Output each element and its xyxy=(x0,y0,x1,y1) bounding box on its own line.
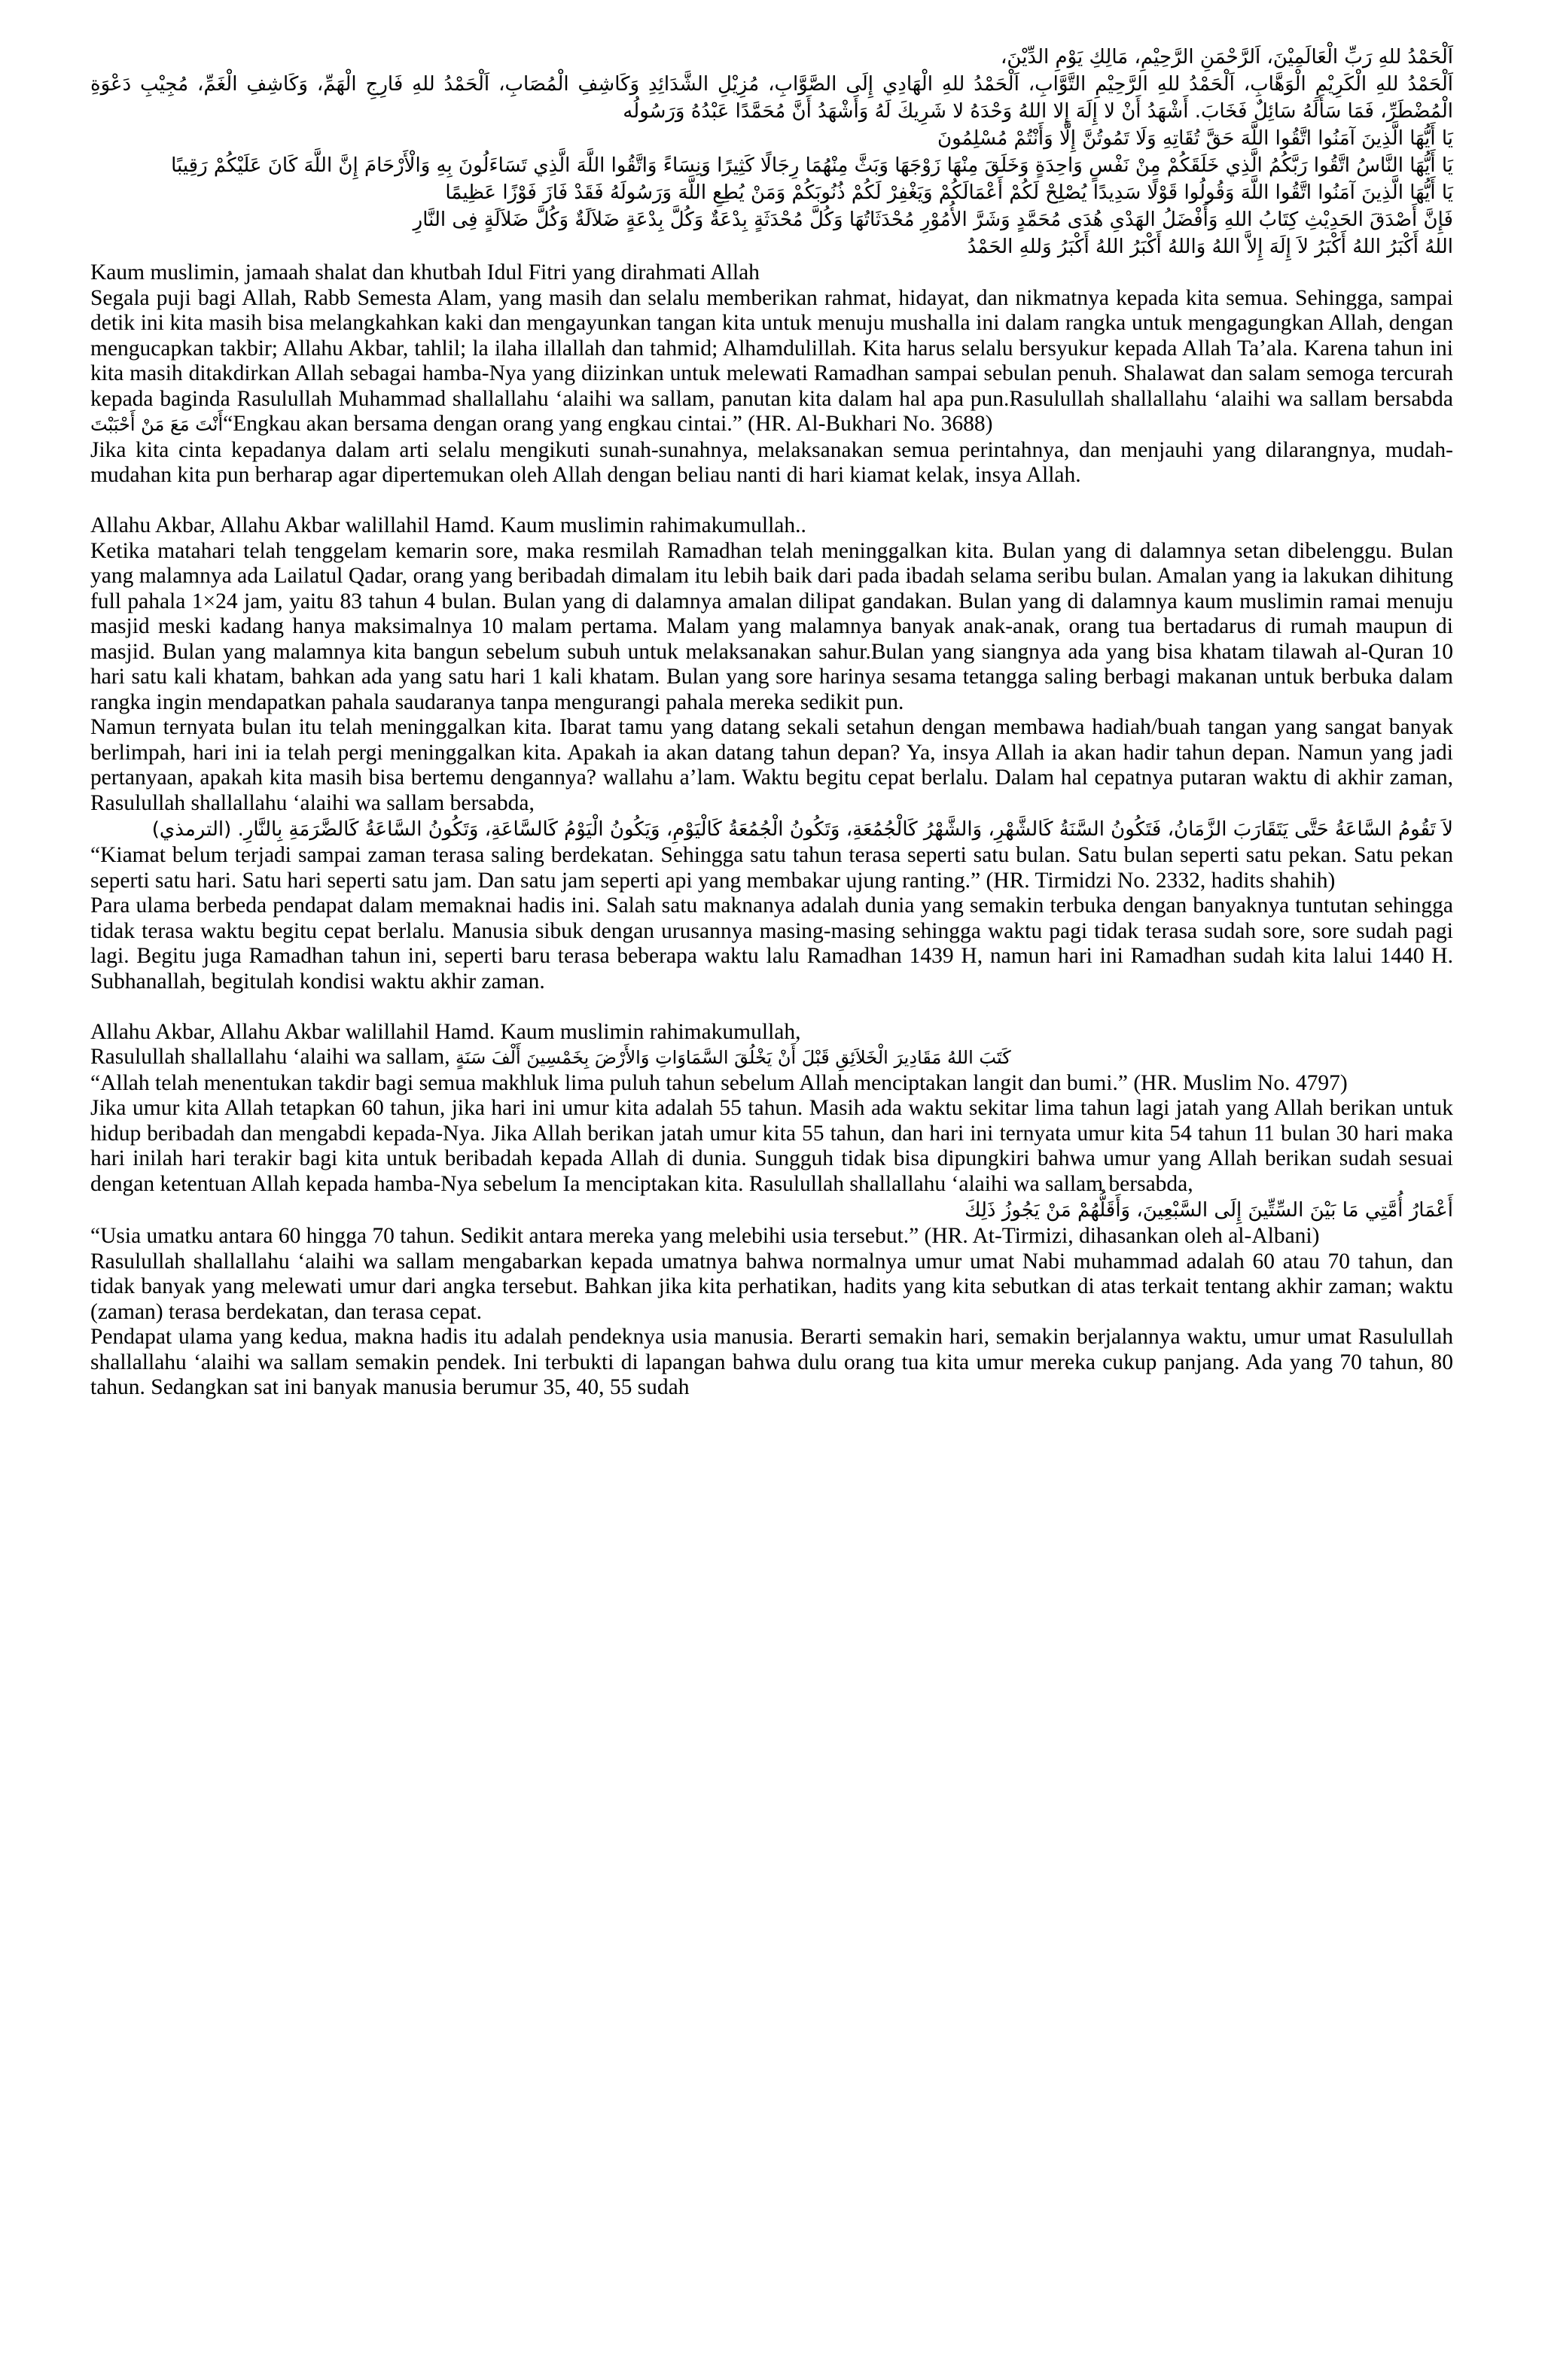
takbir-paragraph-1: Allahu Akbar, Allahu Akbar walillahil Hamd. Kaum muslimin rahimakumullah.. xyxy=(90,513,806,537)
hadith-arabic-2: أَعْمَارُ أُمَّتِي مَا بَيْنَ السِّتِّينَ إِلَى السَّبْعِينَ، وَأَقَلُّهُمْ مَنْ يَجُوزُ ذَلِكَ xyxy=(965,1199,1453,1222)
paragraph-spacer xyxy=(90,488,1453,514)
khutbah-document xyxy=(90,44,1453,1401)
ulama-opinion-paragraph: Para ulama berbeda pendapat dalam memaknai hadis ini. Salah satu maknanya adalah dunia yang semakin terbuka dengan banyaknya tuntutan sehingga tidak terasa waktu begitu cepat berlalu. Manusia sibuk dengan urusannya masing-masing sehingga waktu pagi tidak terasa sudah sore, sore sudah pagi lagi. Begitu juga Ramadhan tahun ini, seperti baru terasa beberapa waktu lalu Ramadhan 1439 H, namun hari ini Ramadhan sudah kita lalui 1440 H. Subhanallah, begitulah kondisi waktu akhir zaman. xyxy=(90,893,1453,994)
opening-arabic-verse-3: يَا أَيُّهَا الَّذِينَ آمَنُوا اتَّقُوا اللَّهَ وَقُولُوا قَوْلًا سَدِيدًا يُصْلِحْ لَكُمْ أَعْمَالَكُمْ وَيَغْفِرْ لَكُمْ ذُنُوبَكُمْ وَمَنْ يُطِعِ اللَّهَ وَرَسُولَهُ فَقَدْ فَازَ فَوْزًا عَظِيمًا xyxy=(445,181,1453,204)
greeting-paragraph: Kaum muslimin, jamaah shalat dan khutbah Idul Fitri yang dirahmati Allah xyxy=(90,260,760,285)
praise-translation: “Engkau akan bersama dengan orang yang engkau cintai.” (HR. Al-Bukhari No. 3688) xyxy=(223,412,993,436)
opening-arabic-verse-1: يَا أَيُّهَا الَّذِينَ آمَنُوا اتَّقُوا اللَّهَ حَقَّ تُقَاتِهِ وَلَا تَمُوتُنَّ إِلَّا وَأَنْتُمْ مُسْلِمُونَ xyxy=(937,127,1453,150)
paragraph-spacer xyxy=(90,994,1453,1020)
love-paragraph: Jika kita cinta kepadanya dalam arti selalu mengikuti sunah-sunahnya, melaksanakan semua perintahnya, dan menjauhi yang dilarangnya, mudah-mudahan kita pun berharap agar dipertemukan oleh Allah dengan beliau nanti di hari kiamat kelak, insya Allah. xyxy=(90,437,1453,487)
inline-arabic-decree: كَتَبَ اللهُ مَقَادِيرَ الْخَلاَئِقِ قَبْلَ أَنْ يَخْلُقَ السَّمَاوَاتِ وَالأَرْضَ بِخَمْسِينَ أَلْفَ سَنَةٍ xyxy=(455,1047,1011,1068)
praise-paragraph xyxy=(90,286,1453,438)
lifespan-paragraph: Rasulullah shallallahu ‘alaihi wa sallam mengabarkan kepada umatnya bahwa normalnya umur umat Nabi muhammad adalah 60 atau 70 tahun, dan tidak banyak yang melewati umur dari angka tersebut. Bahkan jika kita perhatikan, hadits yang kita sebutkan di atas terkait tentang akhir zaman; waktu (zaman) terasa berdekatan, dan terasa cepat. xyxy=(90,1249,1453,1324)
age-paragraph: Jika umur kita Allah tetapkan 60 tahun, jika hari ini umur kita adalah 55 tahun. Masih ada waktu sekitar lima tahun lagi jatah yang Allah berikan untuk hidup beribadah dan mengabdi kepada-Nya. Jika Allah berikan jatah umur kita 55 tahun, dan hari ini ternyata umur kita 54 tahun 11 bulan 30 hari maka hari inilah hari terakir bagi kita untuk beribadah kepada Allah di dunia. Sungguh tidak bisa dipungkiri bahwa umur yang Allah berikan sudah sesuai dengan ketentuan Allah kepada hamba-Nya sebelum Ia menciptakan kita. Rasulullah shallallahu ‘alaihi wa sallam bersabda, xyxy=(90,1096,1453,1196)
opening-arabic-verse-2: يَا أَيُّهَا النَّاسُ اتَّقُوا رَبَّكُمُ الَّذِي خَلَقَكُمْ مِنْ نَفْسٍ وَاحِدَةٍ وَخَلَقَ مِنْهَا زَوْجَهَا وَبَثَّ مِنْهُمَا رِجَالًا كَثِيرًا وَنِسَاءً وَاتَّقُوا اللَّهَ الَّذِي تَسَاءَلُونَ بِهِ وَالْأَرْحَامَ إِنَّ اللَّهَ كَانَ عَلَيْكُمْ رَقِيبًا xyxy=(171,154,1453,177)
decree-translation: “Allah telah menentukan takdir bagi semua makhluk lima puluh tahun sebelum Allah menciptakan langit dan bumi.” (HR. Muslim No. 4797) xyxy=(90,1070,1348,1095)
takbir-paragraph-2: Allahu Akbar, Allahu Akbar walillahil Hamd. Kaum muslimin rahimakumullah, xyxy=(90,1019,801,1044)
opening-arabic-line-2: اَلْحَمْدُ للهِ الْكَرِيْمِ الْوَهَّابِ، اَلْحَمْدُ للهِ الرَّحِيْمِ التَّوَّابِ، اَلْحَمْدُ للهِ الْهَادِي إِلَى الصَّوَّابِ، مُزِيْلِ الشَّدَائِدِ وَكَاشِفِ الْمُصَابِ، اَلْحَمْدُ للهِ فَارِجِ الْهَمِّ، وَكَاشِفِ الْغَمِّ، مُجِيْبِ دَعْوَةِ الْمُضْطَرِّ، فَمَا سَأَلَهُ سَائِلٌ فَخَابَ. أَشْهَدُ أَنْ لا إِلَهَ إِلا اللهُ وَحْدَهُ لا شَرِيكَ لَهُ وَأَشْهَدُ أَنَّ مُحَمَّدًا عَبْدُهُ وَرَسُولُه xyxy=(90,73,1453,123)
hadith-arabic-1: لاَ تَقُومُ السَّاعَةُ حَتَّى يَتَقَارَبَ الزَّمَانُ، فَتَكُونُ السَّنَةُ كَالشَّهْرِ، وَالشَّهْرُ كَالْجُمُعَةِ، وَتَكُونُ الْجُمُعَةُ كَالْيَوْمِ، وَيَكُونُ الْيَوْمُ كَالسَّاعَةِ، وَتَكُونُ السَّاعَةُ كَالضَّرَمَةِ بِالنَّارِ. (الترمذي) xyxy=(151,818,1453,841)
inline-arabic-hadith: أَنْتَ مَعَ مَنْ أَحْبَبْتَ xyxy=(90,414,224,435)
opening-arabic-line-1: اَلْحَمْدُ للهِ رَبِّ الْعَالَمِيْنَ، اَلرَّحْمَنِ الرَّحِيْمِ، مَالِكِ يَوْمِ الدِّيْنَ، xyxy=(1001,46,1453,68)
decree-text: Rasulullah shallallahu ‘alaihi wa sallam, xyxy=(90,1045,456,1069)
departure-paragraph: Namun ternyata bulan itu telah meninggalkan kita. Ibarat tamu yang datang sekali setahun dengan membawa hadiah/buah tangan yang sangat banyak berlimpah, hari ini ia telah pergi meninggalkan kita. Apakah ia akan datang tahun depan? Ya, insya Allah ia akan hadir tahun depan. Namun yang jadi pertanyaan, apakah kita masih bisa bertemu dengannya? wallahu a’lam. Waktu begitu cepat berlalu. Dalam hal cepatnya putaran waktu di akhir zaman, Rasulullah shallallahu ‘alaihi wa sallam bersabda, xyxy=(90,715,1453,815)
second-opinion-paragraph: Pendapat ulama yang kedua, makna hadis itu adalah pendeknya usia manusia. Berarti semakin hari, semakin berjalannya waktu, umur umat Rasulullah shallallahu ‘alaihi wa sallam semakin pendek. Ini terbukti di lapangan bahwa dulu orang tua kita umur mereka cukup panjang. Ada yang 70 tahun, 80 tahun. Sedangkan sat ini banyak manusia berumur 35, 40, 55 sudah xyxy=(90,1325,1453,1399)
hadith-translation-1: “Kiamat belum terjadi sampai zaman terasa saling berdekatan. Sehingga satu tahun terasa seperti satu bulan. Satu bulan seperti satu pekan. Satu pekan seperti satu hari. Satu hari seperti satu jam. Dan satu jam seperti api yang membakar ujung ranting.” (HR. Tirmidzi No. 2332, hadits shahih) xyxy=(90,843,1453,893)
ramadhan-paragraph: Ketika matahari telah tenggelam kemarin sore, maka resmilah Ramadhan telah meninggalkan kita. Bulan yang di dalamnya setan dibelenggu. Bulan yang malamnya ada Lailatul Qadar, orang yang beribadah dimalam itu lebih baik dari pada ibadah selama seribu bulan. Amalan yang ia lakukan dihitung full pahala 1×24 jam, yaitu 83 tahun 4 bulan. Bulan yang di dalamnya amalan dilipat gandakan. Bulan yang di dalamnya kaum muslimin ramai menuju masjid meski kadang hanya maksimalnya 10 malam pertama. Malam yang malamnya banyak anak-anak, orang tua bertadarus di rumah maupun di masjid. Bulan yang malamnya kita bangun sebelum subuh untuk melaksanakan sahur.Bulan yang siangnya ada yang bisa khatam tilawah al-Quran 10 hari satu kali khatam, bahkan ada yang satu hari 1 kali khatam. Bulan yang sore harinya sesama tetangga saling berbagi makanan untuk berbuka dalam rangka ingin mendapatkan pahala saudaranya tanpa mengurangi pahala mereka sedikit pun. xyxy=(90,538,1453,714)
opening-arabic-takbir: اللهُ أَكْبَرُ اللهُ أَكْبَرُ لاَ إِلَهَ إِلاَّ اللهُ وَاللهُ أَكْبَرُ اللهُ أَكْبَرُ وَللهِ الحَمْدُ xyxy=(967,236,1453,258)
decree-paragraph xyxy=(90,1045,1453,1071)
opening-arabic-hadith: فَإِنَّ أَصْدَقَ الحَدِيْثِ كِتَابُ اللهِ وَأَفْضَلُ الهَدْىِ هُدَى مُحَمَّدٍ وَشَرَّ الأُمُوْرِ مُحْدَثَاتُهَا وَكُلَّ مُحْدَثَةٍ بِدْعَةٌ وَكُلَّ بِدْعَةٍ ضَلاَلَةٌ وَكُلَّ ضَلاَلَةٍ فِى النَّارِ xyxy=(413,208,1453,231)
hadith-translation-2: “Usia umatku antara 60 hingga 70 tahun. Sedikit antara mereka yang melebihi usia tersebut.” (HR. At-Tirmizi, dihasankan oleh al-Albani) xyxy=(90,1224,1320,1248)
praise-text: Segala puji bagi Allah, Rabb Semesta Alam, yang masih dan selalu memberikan rahmat, hidayat, dan nikmatnya kepada kita semua. Sehingga, sampai detik ini kita masih bisa melangkahkan kaki dan mengayunkan tangan kita untuk menuju mushalla ini dalam rangka untuk mengagungkan Allah, dengan mengucapkan takbir; Allahu Akbar, tahlil; la ilaha illallah dan tahmid; Alhamdulillah. Kita harus selalu bersyukur kepada Allah Ta’ala. Karena tahun ini kita masih ditakdirkan Allah sebagai hamba-Nya yang diizinkan untuk melewati Ramadhan sampai sebulan penuh. Shalawat dan salam semoga tercurah kepada baginda Rasulullah Muhammad shallallahu ‘alaihi wa sallam, panutan kita dalam hal apa pun.Rasulullah shallallahu ‘alaihi wa sallam bersabda xyxy=(90,285,1453,411)
